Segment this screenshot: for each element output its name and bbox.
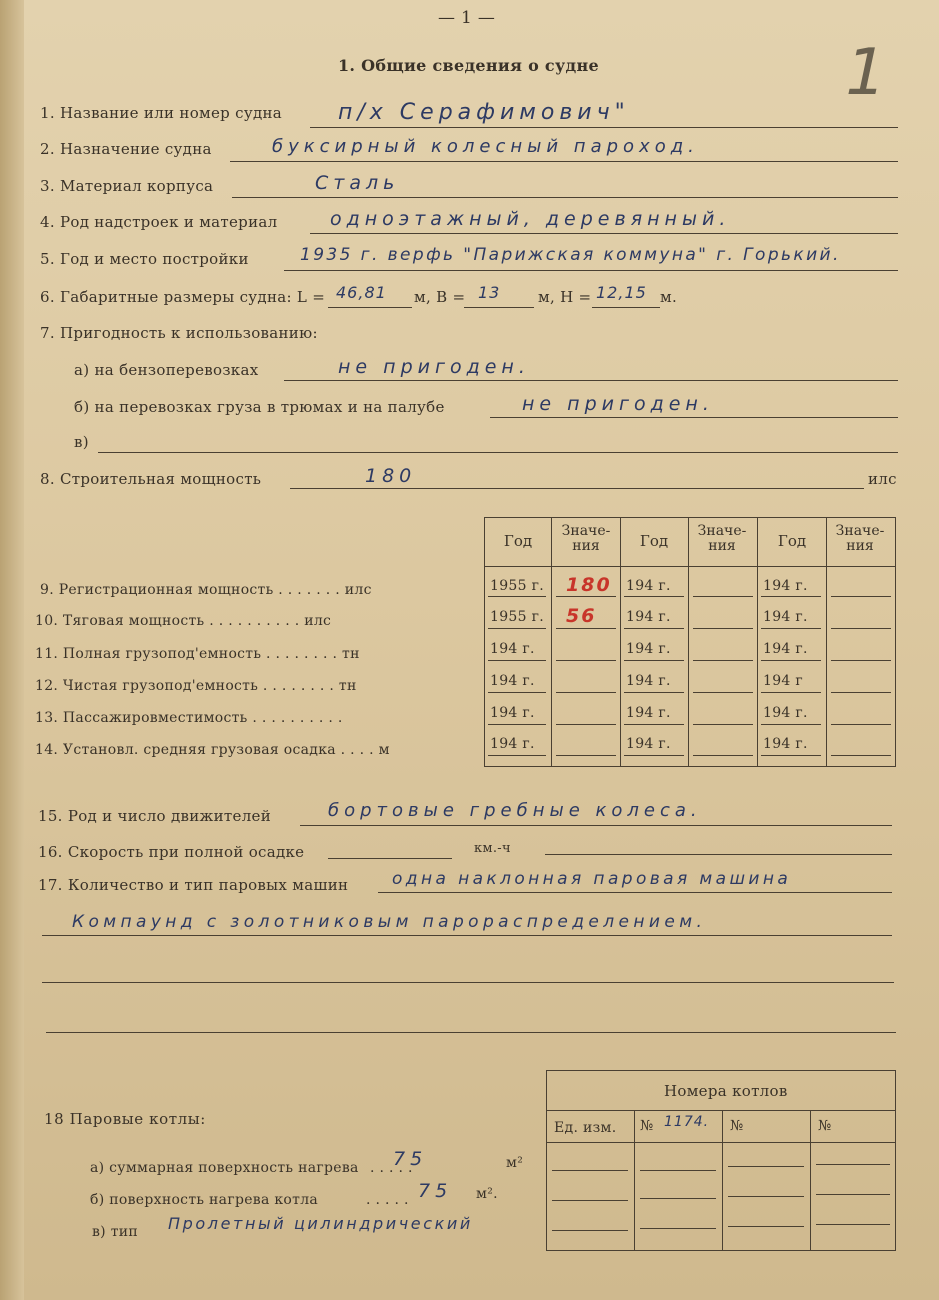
table-row-11-underline-3 [624, 660, 684, 661]
table-row-10-underline-6 [831, 628, 891, 629]
field-7c-label: в) [74, 433, 89, 451]
field-18c-value: Пролетный цилиндрический [168, 1214, 473, 1233]
section-title: 1. Общие сведения о судне [338, 56, 599, 75]
table-row-11-year-1: 194 г. [490, 641, 535, 657]
table-row-9-year-1: 1955 г. [490, 578, 544, 594]
boiler-table-title: Номера котлов [664, 1082, 788, 1100]
table-col-border-5 [826, 517, 827, 767]
page-number: — 1 — [438, 8, 496, 28]
table-header-value-3: Значе-ния [835, 523, 885, 554]
field-15-value: бортовые гребные колеса. [328, 800, 702, 821]
field-17-line [378, 892, 892, 893]
table-row-12-underline-5 [761, 692, 821, 693]
table-row-12-year-1: 194 г. [490, 673, 535, 689]
table-row-11-label: 11. Полная грузопод'емность . . . . . . . . тн [35, 646, 360, 662]
table-row-14-underline-1 [488, 755, 546, 756]
table-row-13-underline-4 [693, 724, 753, 725]
table-row-11-underline-5 [761, 660, 821, 661]
table-header-value-2: Значе-ния [697, 523, 747, 554]
field-17-value: одна наклонная паровая машина [392, 869, 792, 889]
field-7b-value: не пригоден. [522, 393, 714, 415]
boiler-row-3-d [816, 1224, 890, 1225]
table-row-14-year-2: 194 г. [626, 736, 671, 752]
field-6-B-line [464, 307, 534, 308]
table-row-9-underline-2 [556, 596, 616, 597]
table-row-13-underline-1 [488, 724, 546, 725]
table-header-value-1: Значе-ния [561, 523, 611, 554]
field-7a-label: а) на бензоперевозках [74, 361, 259, 379]
field-3-label: 3. Материал корпуса [40, 177, 214, 195]
field-5-line [284, 270, 898, 271]
field-8-line [290, 488, 864, 489]
boiler-table-left [546, 1070, 547, 1250]
table-row-10-year-1: 1955 г. [490, 609, 544, 625]
field-4-value: одноэтажный, деревянный. [330, 208, 731, 230]
table-row-12-year-3: 194 г [763, 673, 804, 689]
table-row-11-underline-6 [831, 660, 891, 661]
table-row-11-underline-1 [488, 660, 546, 661]
field-18b-dots: . . . . . [366, 1192, 409, 1208]
field-1-line [310, 127, 898, 128]
field-7a-line [284, 380, 898, 381]
table-row-14-underline-2 [556, 755, 616, 756]
table-row-10-value-1: 56 [566, 605, 597, 627]
field-7b-line [490, 417, 898, 418]
field-3-line [232, 197, 898, 198]
field-6-L-value: 46,81 [336, 283, 387, 302]
field-16-label: 16. Скорость при полной осадке [38, 843, 305, 861]
field-5-value: 1935 г. верфь "Парижская коммуна" г. Горький. [300, 245, 841, 265]
table-row-13-year-3: 194 г. [763, 705, 808, 721]
table-row-12-underline-1 [488, 692, 546, 693]
table-header-year-3: Год [777, 532, 807, 550]
blank-line-2 [46, 1032, 896, 1033]
table-row-9-underline-5 [761, 596, 821, 597]
table-row-9-underline-1 [488, 596, 546, 597]
field-17-label: 17. Количество и тип паровых машин [38, 876, 349, 894]
table-row-9-underline-3 [624, 596, 684, 597]
table-row-14-underline-4 [693, 755, 753, 756]
field-18b-label: б) поверхность нагрева котла [90, 1192, 319, 1208]
field-6-unit-1: м, B = [414, 288, 466, 306]
boiler-table-col-3 [810, 1110, 811, 1250]
table-header-border [484, 566, 896, 567]
boiler-row-2-a [552, 1200, 628, 1201]
field-1-value: п/х Серафимович" [338, 100, 630, 125]
table-row-9-underline-6 [831, 596, 891, 597]
table-row-11-year-3: 194 г. [763, 641, 808, 657]
field-6-H-value: 12,15 [596, 283, 647, 302]
field-4-label: 4. Род надстроек и материал [40, 213, 278, 231]
corner-page-mark: 1 [837, 36, 894, 110]
boiler-col-no-1-value: 1174. [664, 1114, 710, 1130]
boiler-col-no-1: № [640, 1118, 654, 1134]
boiler-table-head [546, 1142, 896, 1143]
table-row-13-underline-2 [556, 724, 616, 725]
field-18c-label: в) тип [92, 1224, 139, 1240]
table-row-10-underline-2 [556, 628, 616, 629]
field-5-label: 5. Год и место постройки [40, 250, 249, 268]
table-col-border-3 [688, 517, 689, 767]
table-header-year-2: Год [639, 532, 669, 550]
table-row-14-underline-3 [624, 755, 684, 756]
boiler-table-sub [546, 1110, 896, 1111]
field-15-label: 15. Род и число движителей [38, 807, 272, 825]
boiler-row-2-b [640, 1198, 716, 1199]
field-16-unit: км.-ч [474, 841, 511, 856]
table-row-12-underline-3 [624, 692, 684, 693]
field-2-value: буксирный колесный пароход. [272, 136, 699, 157]
field-17-line-2 [42, 935, 892, 936]
table-row-14-underline-5 [761, 755, 821, 756]
table-row-9-year-3: 194 г. [763, 578, 808, 594]
field-18b-unit: м². [476, 1186, 498, 1202]
table-row-13-underline-6 [831, 724, 891, 725]
table-row-12-underline-6 [831, 692, 891, 693]
field-4-line [310, 233, 898, 234]
field-17-value-2: Компаунд с золотниковым парораспределением. [72, 912, 707, 932]
table-row-14-label: 14. Установл. средняя грузовая осадка . . . . м [35, 742, 390, 758]
field-7c-line [98, 452, 898, 453]
boiler-table-col-1 [634, 1110, 635, 1250]
field-8-label: 8. Строительная мощность [40, 470, 262, 488]
field-2-label: 2. Назначение судна [40, 140, 212, 158]
field-1-label: 1. Название или номер судна [40, 104, 283, 122]
table-row-10-label: 10. Тяговая мощность . . . . . . . . . . илс [35, 613, 332, 629]
table-row-9-underline-4 [693, 596, 753, 597]
table-row-9-value-1: 180 [566, 574, 612, 596]
table-col-border-1 [551, 517, 552, 767]
boiler-row-2-c [728, 1196, 804, 1197]
boiler-row-3-c [728, 1226, 804, 1227]
field-2-line [230, 161, 898, 162]
field-8-unit: илс [868, 470, 897, 488]
field-6-L-line [328, 307, 412, 308]
table-row-13-underline-5 [761, 724, 821, 725]
table-col-border-0 [484, 517, 485, 767]
boiler-table-right [895, 1070, 896, 1250]
boiler-row-1-c [728, 1166, 804, 1167]
table-row-12-year-2: 194 г. [626, 673, 671, 689]
table-row-13-year-1: 194 г. [490, 705, 535, 721]
field-6-label: 6. Габаритные размеры судна: L = [40, 288, 326, 306]
field-6-unit-2: м, H = [538, 288, 592, 306]
boiler-table-col-2 [722, 1110, 723, 1250]
table-col-border-2 [620, 517, 621, 767]
table-col-border-6 [895, 517, 896, 767]
table-row-14-year-1: 194 г. [490, 736, 535, 752]
table-row-13-year-2: 194 г. [626, 705, 671, 721]
table-top-border [484, 517, 896, 518]
field-6-B-value: 13 [478, 283, 501, 302]
table-row-14-underline-6 [831, 755, 891, 756]
boiler-col-no-3: № [818, 1118, 832, 1134]
table-row-10-underline-1 [488, 628, 546, 629]
field-7-label: 7. Пригодность к использованию: [40, 324, 318, 342]
table-row-11-underline-4 [693, 660, 753, 661]
field-18a-value: 75 [393, 1148, 428, 1170]
boiler-row-1-a [552, 1170, 628, 1171]
field-18a-unit: м² [506, 1155, 524, 1171]
table-header-year-1: Год [503, 532, 533, 550]
table-row-10-underline-4 [693, 628, 753, 629]
field-7a-value: не пригоден. [338, 356, 530, 378]
boiler-row-2-d [816, 1194, 890, 1195]
field-7b-label: б) на перевозках груза в трюмах и на палубе [74, 398, 445, 416]
field-3-value: Сталь [315, 172, 400, 194]
table-col-border-4 [757, 517, 758, 767]
table-row-10-year-3: 194 г. [763, 609, 808, 625]
boiler-row-1-d [816, 1164, 890, 1165]
table-row-11-underline-2 [556, 660, 616, 661]
field-6-H-line [592, 307, 660, 308]
field-8-value: 180 [365, 465, 417, 487]
boiler-row-1-b [640, 1170, 716, 1171]
field-18a-dots: . . . . . [370, 1160, 413, 1176]
table-row-9-label: 9. Регистрационная мощность . . . . . . . илс [40, 582, 372, 598]
table-row-9-year-2: 194 г. [626, 578, 671, 594]
field-18b-value: 75 [418, 1180, 453, 1202]
blank-line-1 [42, 982, 894, 983]
table-row-14-year-3: 194 г. [763, 736, 808, 752]
table-row-13-underline-3 [624, 724, 684, 725]
table-row-12-label: 12. Чистая грузопод'емность . . . . . . . . тн [35, 678, 357, 694]
field-18-label: 18 Паровые котлы: [44, 1110, 206, 1128]
table-row-10-underline-5 [761, 628, 821, 629]
table-row-13-label: 13. Пассажировместимость . . . . . . . . . . [35, 710, 343, 726]
boiler-row-3-a [552, 1230, 628, 1231]
boiler-col-unit: Ед. изм. [554, 1120, 617, 1136]
boiler-col-no-2: № [730, 1118, 744, 1134]
boiler-table-top [546, 1070, 896, 1071]
field-6-unit-3: м. [660, 288, 678, 306]
boiler-table-bottom [546, 1250, 896, 1251]
boiler-row-3-b [640, 1228, 716, 1229]
field-16-line [328, 858, 452, 859]
table-row-12-underline-2 [556, 692, 616, 693]
table-bottom-border [484, 766, 896, 767]
table-row-11-year-2: 194 г. [626, 641, 671, 657]
table-row-10-underline-3 [624, 628, 684, 629]
field-18a-label: а) суммарная поверхность нагрева [90, 1160, 359, 1176]
table-row-10-year-2: 194 г. [626, 609, 671, 625]
table-row-12-underline-4 [693, 692, 753, 693]
field-16-line-2 [545, 854, 892, 855]
field-15-line [300, 825, 892, 826]
